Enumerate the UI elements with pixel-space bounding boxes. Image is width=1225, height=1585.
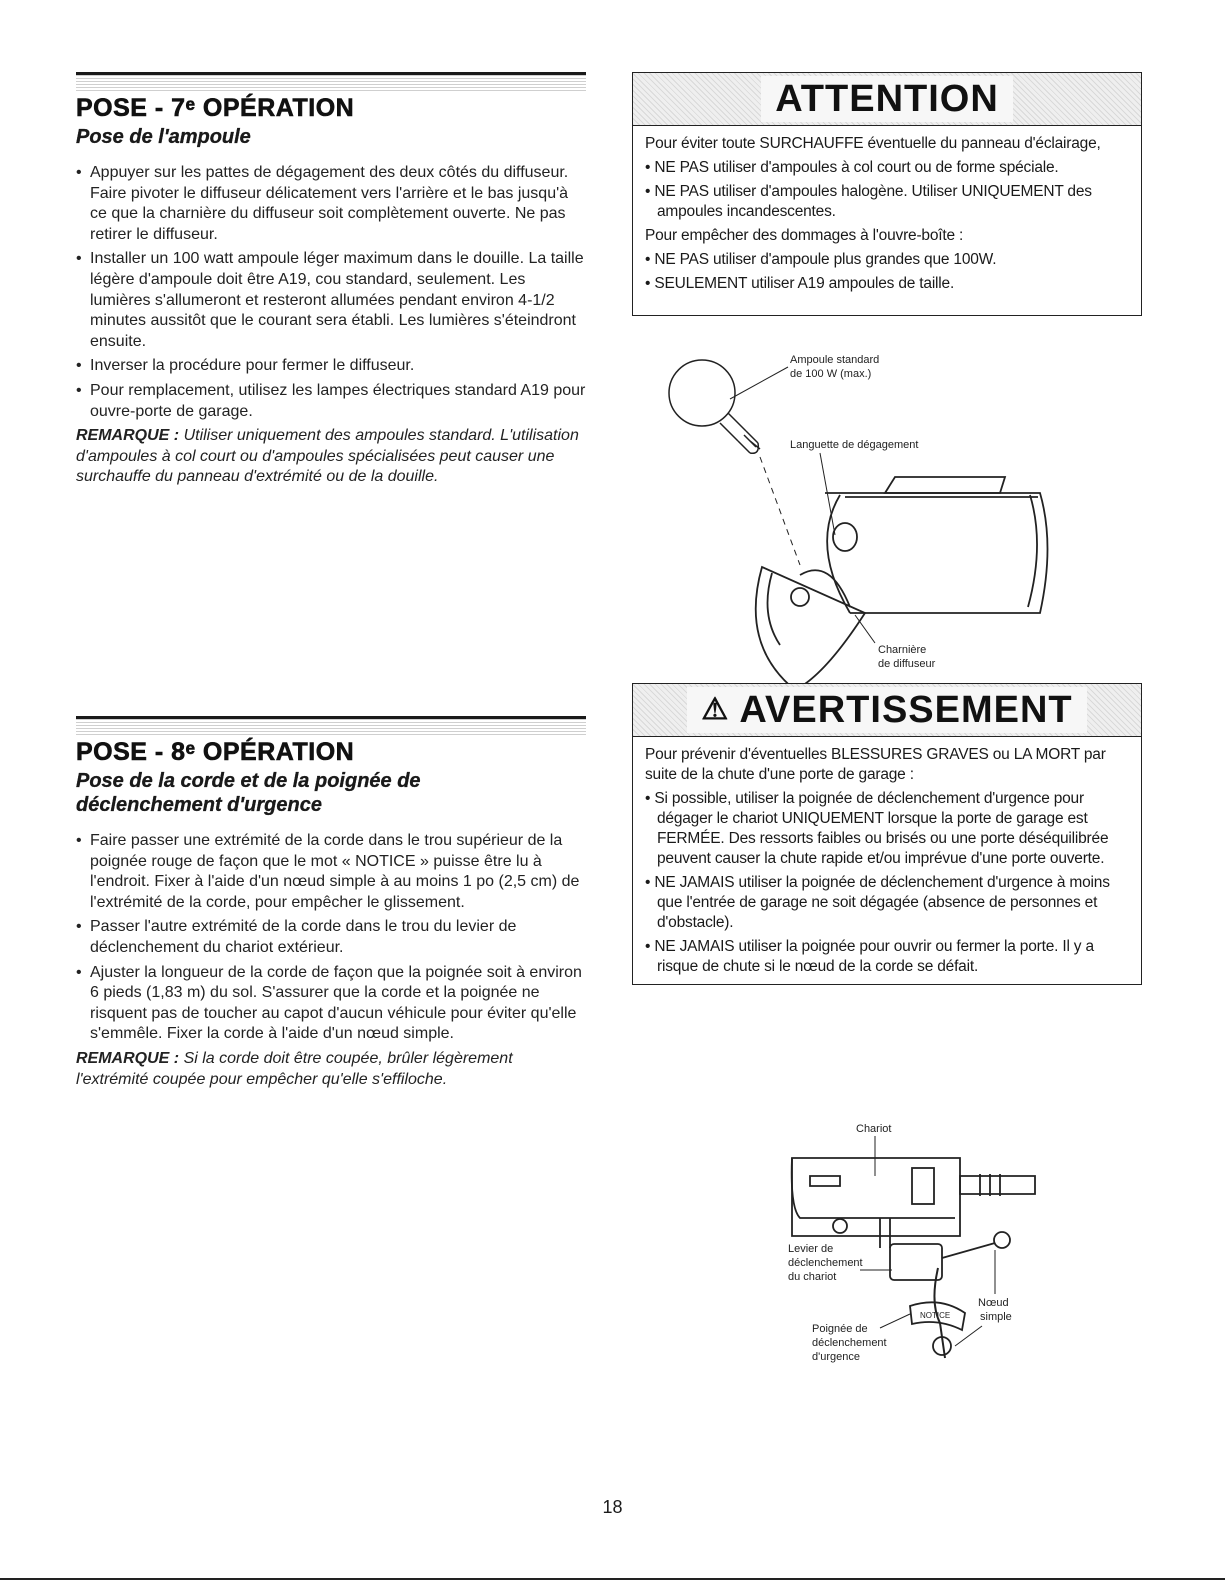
note-text: Si la corde doit être coupée, brûler légèrement l'extrémité coupée pour empêcher qu'elle s'effiloche. (76, 1049, 513, 1088)
bottom-rule (0, 1578, 1225, 1580)
label-tab: Languette de dégagement (790, 439, 919, 451)
list-item: • Ajuster la longueur de la corde de façon que la poignée soit à environ 6 pieds (1,83 m) du sol. S'assurer que la corde et la poignée ne risquent pas de toucher au capot d'aucun véhicule pour éviter qu'elle s'emmêle. Fixer la corde à l'aide d'un nœud simple. (76, 963, 586, 1045)
section-7-rule (76, 72, 586, 91)
section-7-subtitle: Pose de l'ampoule (76, 126, 251, 148)
label-chariot: Chariot (856, 1123, 892, 1135)
avertissement-header (633, 684, 1141, 737)
section-8-subtitle: Pose de la corde et de la poignée de déclenchement d'urgence (76, 770, 421, 816)
section-8 (76, 716, 586, 1090)
release-lever (890, 1232, 1010, 1280)
list-item: • Passer l'autre extrémité de la corde dans le trou du levier de déclenchement du chariot extérieur. (76, 917, 586, 958)
section-7-bullets (76, 163, 586, 422)
page-number: 18 (602, 1497, 623, 1517)
attention-line: • SEULEMENT utiliser A19 ampoules de taille. (645, 275, 955, 292)
label-bulb-2: de 100 W (max.) (790, 368, 872, 380)
label-hinge-2: de diffuseur (878, 658, 936, 670)
attention-box (632, 72, 1142, 316)
list-item: • Pour remplacement, utilisez les lampes électriques standard A19 pour ouvre-porte de garage. (76, 381, 586, 422)
avertissement-line: Pour prévenir d'éventuelles BLESSURES GRAVES ou LA MORT par suite de la chute d'une porte de garage : (645, 746, 1106, 783)
label-bulb-1: Ampoule standard (790, 354, 880, 366)
section-8-rule (76, 716, 586, 735)
label-knot-1: Nœud (978, 1297, 1009, 1309)
label-knot-2: simple (980, 1311, 1012, 1323)
trolley (792, 1158, 1035, 1248)
opener-housing (825, 477, 1048, 613)
avertissement-line: • NE JAMAIS utiliser la poignée pour ouvrir ou fermer la porte. Il y a risque de chute si le nœud de la corde se défait. (645, 938, 1094, 975)
list-item: • Inverser la procédure pour fermer le diffuseur. (76, 356, 586, 377)
attention-line: • NE PAS utiliser d'ampoules halogène. Utiliser UNIQUEMENT des ampoules incandescentes. (645, 183, 1092, 220)
bulb-installation-diagram (660, 345, 1080, 705)
avertissement-body (633, 737, 1141, 987)
avertissement-line: • NE JAMAIS utiliser la poignée de déclenchement d'urgence à moins que l'entrée de garage ne soit dégagée (absence de personnes et d'obstacle). (645, 874, 1110, 931)
label-lever-2: déclenchement (788, 1257, 863, 1269)
label-handle-1: Poignée de (812, 1323, 868, 1335)
section-7-note (76, 426, 586, 488)
list-item: • Appuyer sur les pattes de dégagement des deux côtés du diffuseur. Faire pivoter le diffuseur délicatement vers l'arrière et le bas jusqu'à ce que la charnière du diffuseur soit complètement ouverte. Ne pas retirer le diffuseur. (76, 163, 586, 245)
release-handle (910, 1302, 965, 1355)
section-7-title: POSE - 7ᵉ OPÉRATION (76, 94, 355, 122)
attention-header (633, 73, 1141, 126)
warning-triangle-icon: ⚠ (701, 693, 730, 726)
avertissement-box (632, 683, 1142, 985)
label-lever-3: du chariot (788, 1271, 837, 1283)
handle-notice-text: NOTICE (920, 1311, 951, 1320)
section-8-bullets (76, 831, 586, 1045)
attention-line: Pour éviter toute SURCHAUFFE éventuelle du panneau d'éclairage, (645, 135, 1101, 152)
label-handle-3: d'urgence (812, 1351, 860, 1363)
section-7 (76, 72, 586, 488)
avertissement-title-text: AVERTISSEMENT (739, 689, 1073, 731)
attention-body (633, 126, 1141, 304)
section-8-note (76, 1049, 586, 1090)
note-label: REMARQUE : (76, 1049, 180, 1067)
note-text: Utiliser uniquement des ampoules standard. L'utilisation d'ampoules à col court ou d'ampoules spécialisées peut causer une surchauffe du panneau d'extrémité ou de la douille. (76, 427, 579, 486)
attention-line: Pour empêcher des dommages à l'ouvre-boîte : (645, 227, 964, 244)
attention-line: • NE PAS utiliser d'ampoule plus grandes que 100W. (645, 251, 997, 268)
attention-title: ATTENTION (761, 76, 1013, 122)
label-lever-1: Levier de (788, 1243, 834, 1255)
avertissement-line: • Si possible, utiliser la poignée de déclenchement d'urgence pour dégager le chariot UNIQUEMENT lorsque la porte de garage est FERMÉE. Des ressorts faibles ou brisés ou une porte déséquilibrée peuvent causer la chute rapide et/ou imprévue d'une porte ouverte. (645, 790, 1109, 867)
attention-line: • NE PAS utiliser d'ampoules à col court ou de forme spéciale. (645, 159, 1059, 176)
bulb-icon (669, 360, 760, 453)
label-handle-2: déclenchement (812, 1337, 887, 1349)
label-hinge-1: Charnière (878, 644, 927, 656)
avertissement-title (687, 687, 1086, 733)
section-8-title: POSE - 8ᵉ OPÉRATION (76, 738, 355, 766)
list-item: • Installer un 100 watt ampoule léger maximum dans le douille. La taille légère d'ampoule doit être A19, cou standard, seulement. Les lumières s'allumeront et resteront allumées pendant environ 4-1/2 minutes aussitôt que le courant sera établi. Les lumières s'éteindront ensuite. (76, 249, 586, 352)
list-item: • Faire passer une extrémité de la corde dans le trou supérieur de la poignée rouge de façon que le mot « NOTICE » puisse être lu à l'endroit. Fixer à l'aide d'un nœud simple à au moins 1 po (2,5 cm) de l'extrémité de la corde, pour empêcher le glissement. (76, 831, 586, 913)
emergency-release-diagram (770, 1118, 1070, 1378)
note-label: REMARQUE : (76, 427, 180, 445)
diffuser (756, 567, 865, 690)
